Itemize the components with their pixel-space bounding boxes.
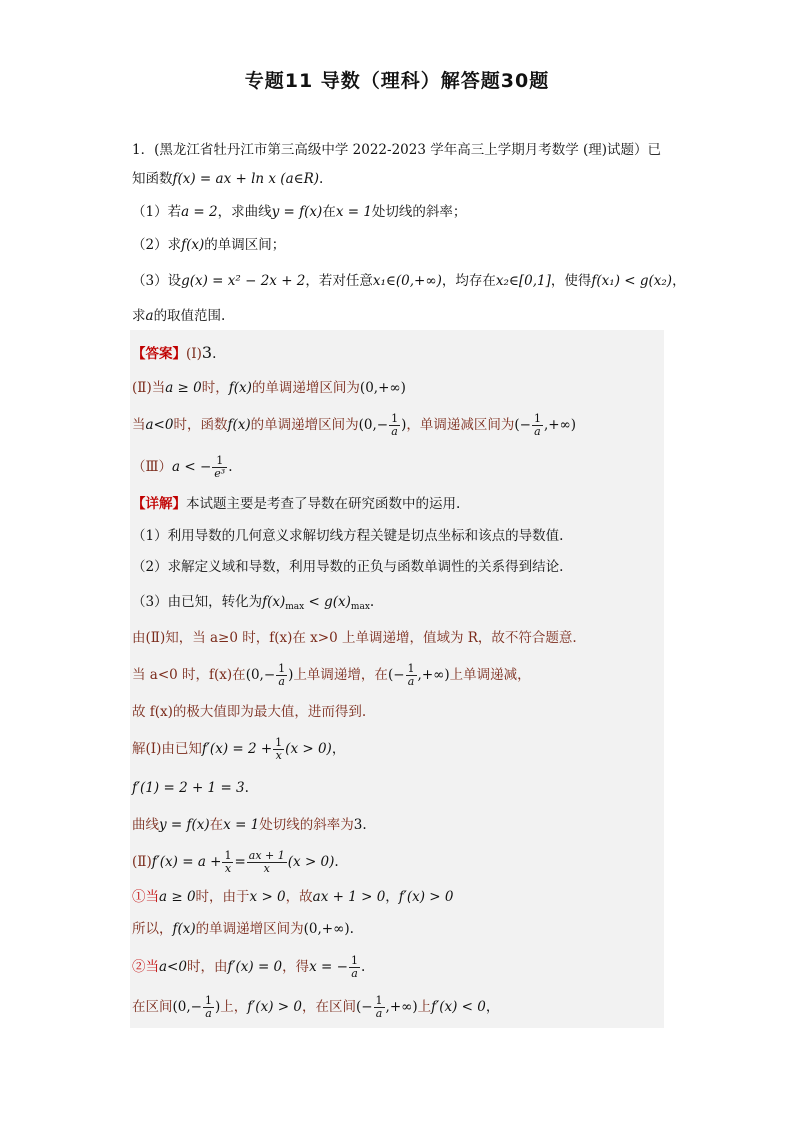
fraction-1-over-a: $\frac{1}{a}$	[407, 662, 415, 688]
fraction-1-over-a: $\frac{1}{a}$	[278, 662, 286, 688]
detail-1: （1）利用导数的几何意义求解切线方程关键是切点坐标和该点的导数值.	[132, 528, 564, 544]
fraction-1-over-x: $\frac{1}{x}$	[275, 736, 283, 762]
detail-6: 故 f(x)的极大值即为最大值，进而得到.	[132, 704, 367, 720]
detail-2: （2）求解定义域和导数，利用导数的正负与函数单调性的关系得到结论.	[132, 559, 564, 575]
question-part-2: （2）求f(x)的单调区间；	[132, 237, 286, 253]
detail-4: 由(Ⅱ)知，当 a≥0 时，f(x)在 x>0 上单调递增，值域为 R，故不符合题意.	[132, 630, 577, 646]
solution-2: f′(1) = 2 + 1 = 3.	[132, 780, 249, 796]
solution-4: (Ⅱ)f′(x) = a + $\frac{1}{x}$ = $\frac{ax + 1}{x}$ (x > 0).	[132, 849, 339, 875]
fraction-1-over-e3: $\frac{1}{\text{e³}}$	[214, 454, 226, 480]
fraction-1-over-a: $\frac{1}{a}$	[391, 412, 399, 438]
solution-8: 在区间(0,− $\frac{1}{a}$ )上，f′(x) > 0，在区间(− $\frac{1}{a}$ ,+∞)上f′(x) < 0，	[132, 994, 500, 1020]
question-intro-line1: 1．(黑龙江省牡丹江市第三高级中学 2022-2023 学年高三上学期月考数学 (理)试题）已	[132, 142, 662, 158]
solution-3: 曲线y = f(x)在x = 1处切线的斜率为3.	[132, 817, 367, 833]
question-part-1: （1）若a = 2，求曲线y = f(x)在x = 1处切线的斜率；	[132, 204, 467, 220]
answer-line-2: (Ⅱ)当a ≥ 0时，f(x)的单调递增区间为(0,+∞)	[132, 380, 406, 396]
question-part-3-cont: 求a的取值范围.	[132, 308, 226, 324]
answer-line-1: 【答案】(Ⅰ)3.	[132, 343, 217, 362]
detail-intro: 【详解】本试题主要是考查了导数在研究函数中的运用.	[132, 496, 461, 512]
question-intro-line2: 知函数f(x) = ax + ln x (a∈R).	[132, 171, 324, 187]
fraction-ax-plus-1-over-x: $\frac{ax + 1}{x}$	[248, 849, 285, 875]
solution-7: ②当a<0时，由f′(x) = 0，得x = − $\frac{1}{a}$ .	[132, 954, 366, 980]
fraction-1-over-a: $\frac{1}{a}$	[350, 954, 358, 980]
fraction-1-over-a: $\frac{1}{a}$	[375, 994, 383, 1020]
answer-line-4: （Ⅲ）a < − $\frac{1}{\text{e³}}$ .	[132, 454, 233, 480]
question-part-3: （3）设g(x) = x² − 2x + 2，若对任意x₁∈(0,+∞)，均存在x₂∈[0,1]，使得f(x₁) < g(x₂)，	[132, 273, 686, 289]
fraction-1-over-a: $\frac{1}{a}$	[533, 412, 541, 438]
solution-5: ①当a ≥ 0时，由于x > 0，故ax + 1 > 0，f′(x) > 0	[132, 889, 454, 905]
fraction-1-over-x: $\frac{1}{x}$	[224, 849, 232, 875]
page-title: 专题11 导数（理科）解答题30题	[244, 70, 550, 92]
solution-1: 解(Ⅰ)由已知f′(x) = 2 + $\frac{1}{x}$ (x > 0)，	[132, 736, 346, 762]
answer-line-3: 当a<0时，函数f(x)的单调递增区间为(0,− $\frac{1}{a}$ )，单调递减区间为(− $\frac{1}{a}$ ,+∞)	[132, 412, 577, 438]
fraction-1-over-a: $\frac{1}{a}$	[204, 994, 212, 1020]
detail-3: （3）由已知，转化为$f(x)_{max} < g(x)_{max}$.	[132, 594, 375, 612]
solution-6: 所以，f(x)的单调递增区间为(0,+∞).	[132, 921, 354, 937]
detail-5: 当 a<0 时，f(x)在(0,− $\frac{1}{a}$ )上单调递增，在(− $\frac{1}{a}$ ,+∞)上单调递减，	[132, 662, 531, 688]
